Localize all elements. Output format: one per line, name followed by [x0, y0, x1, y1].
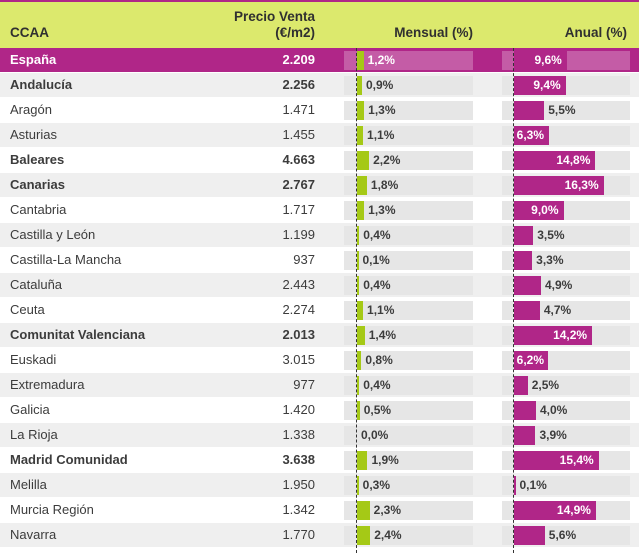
- monthly-value-label: 0,5%: [363, 403, 392, 417]
- monthly-value-label: 1,1%: [367, 303, 395, 317]
- annual-bar: [514, 276, 541, 295]
- price-value: 2.443: [282, 277, 315, 292]
- table-row: [0, 273, 639, 298]
- monthly-bar: [357, 126, 363, 145]
- table-row: [0, 348, 639, 373]
- table-row: [0, 398, 639, 423]
- monthly-bar-track: [344, 126, 473, 145]
- price-value: 977: [293, 377, 315, 392]
- monthly-bar: [357, 326, 365, 345]
- monthly-value-label: 0,4%: [363, 278, 391, 292]
- annual-bar: [514, 476, 516, 495]
- monthly-bar: [357, 226, 359, 245]
- table-row: [0, 298, 639, 323]
- region-name: Castilla-La Mancha: [10, 252, 122, 267]
- monthly-bar: [357, 151, 369, 170]
- price-value: 1.455: [282, 127, 315, 142]
- monthly-bar: [357, 526, 370, 545]
- annual-value-label: 3,9%: [539, 428, 567, 442]
- price-value: 3.015: [282, 352, 315, 367]
- monthly-bar-track: [344, 301, 473, 320]
- price-value: 937: [293, 252, 315, 267]
- annual-value-label: 9,4%: [533, 78, 561, 92]
- annual-bar: [514, 101, 544, 120]
- region-name: Castilla y León: [10, 227, 96, 242]
- table-header: [0, 0, 639, 48]
- monthly-zero-axis-line: [356, 48, 357, 553]
- monthly-value-label: 0,3%: [362, 478, 390, 492]
- table-row: [0, 423, 639, 448]
- price-value: 2.209: [282, 52, 315, 67]
- annual-value-label: 16,3%: [564, 178, 599, 192]
- annual-bar: [514, 526, 545, 545]
- header-annual: Anual (%): [564, 25, 627, 40]
- price-value: 1.717: [282, 202, 315, 217]
- price-value: 2.274: [282, 302, 315, 317]
- region-name: Murcia Región: [10, 502, 94, 517]
- monthly-bar: [357, 501, 370, 520]
- region-name: Asturias: [10, 127, 57, 142]
- region-name: Cantabria: [10, 202, 67, 217]
- table-row: [0, 123, 639, 148]
- annual-value-label: 6,3%: [516, 128, 544, 142]
- monthly-value-label: 0,8%: [365, 353, 393, 367]
- monthly-value-label: 2,4%: [374, 528, 402, 542]
- header-monthly: Mensual (%): [394, 25, 473, 40]
- monthly-value-label: 0,9%: [365, 78, 394, 92]
- region-name: Andalucía: [10, 77, 73, 92]
- monthly-bar: [357, 451, 367, 470]
- region-name: España: [10, 52, 57, 67]
- price-value: 1.342: [282, 502, 315, 517]
- region-name: Cataluña: [10, 277, 63, 292]
- annual-zero-axis-line: [513, 48, 514, 553]
- monthly-value-label: 0,4%: [363, 228, 391, 242]
- region-name: Baleares: [10, 152, 65, 167]
- annual-bar: [514, 426, 535, 445]
- price-value: 3.638: [282, 452, 315, 467]
- monthly-bar: [357, 376, 359, 395]
- monthly-bar: [357, 301, 363, 320]
- table-row: [0, 223, 639, 248]
- annual-value-label: 4,9%: [544, 278, 573, 292]
- header-price: [234, 9, 315, 41]
- monthly-value-label: 0,0%: [361, 428, 389, 442]
- monthly-value-label: 1,2%: [367, 53, 395, 67]
- monthly-value-label: 1,3%: [368, 203, 396, 217]
- table-row: [0, 523, 639, 548]
- region-name: Canarias: [10, 177, 65, 192]
- monthly-value-label: 0,1%: [362, 253, 390, 267]
- region-name: Madrid Comunidad: [10, 452, 128, 467]
- annual-value-label: 3,3%: [536, 253, 564, 267]
- table-row: [0, 173, 639, 198]
- price-value: 1.471: [282, 102, 315, 117]
- annual-value-label: 5,6%: [548, 528, 577, 542]
- header-ccaa: CCAA: [10, 25, 49, 40]
- monthly-bar: [357, 76, 362, 95]
- table-row: [0, 48, 639, 73]
- table-row: [0, 323, 639, 348]
- monthly-bar: [357, 201, 364, 220]
- price-value: 4.663: [282, 152, 315, 167]
- annual-value-label: 5,5%: [548, 103, 576, 117]
- region-name: Navarra: [10, 527, 57, 542]
- monthly-value-label: 2,2%: [373, 153, 401, 167]
- table-row: [0, 373, 639, 398]
- region-name: Comunitat Valenciana: [10, 327, 146, 342]
- monthly-bar: [357, 51, 364, 70]
- annual-bar: [514, 301, 540, 320]
- table-row: [0, 148, 639, 173]
- header-price-line1: Precio Venta: [233, 9, 315, 24]
- price-value: 1.199: [282, 227, 315, 242]
- table-row: [0, 248, 639, 273]
- annual-value-label: 0,1%: [519, 478, 547, 492]
- price-value: 1.950: [282, 477, 315, 492]
- monthly-bar-track: [344, 76, 473, 95]
- price-value: 1.770: [282, 527, 315, 542]
- annual-value-label: 15,4%: [559, 453, 594, 467]
- table-row: [0, 473, 639, 498]
- annual-value-label: 4,0%: [540, 403, 568, 417]
- annual-bar: [514, 251, 532, 270]
- annual-value-label: 4,7%: [543, 303, 572, 317]
- region-name: Extremadura: [10, 377, 85, 392]
- monthly-bar: [357, 101, 364, 120]
- annual-bar: [514, 226, 533, 245]
- annual-value-label: 14,8%: [556, 153, 591, 167]
- region-name: Aragón: [10, 102, 52, 117]
- table-row: [0, 498, 639, 523]
- price-value: 1.420: [282, 402, 315, 417]
- monthly-value-label: 1,1%: [367, 128, 395, 142]
- region-name: Ceuta: [10, 302, 45, 317]
- annual-value-label: 2,5%: [531, 378, 560, 392]
- table-row: [0, 198, 639, 223]
- monthly-value-label: 2,3%: [373, 503, 401, 517]
- monthly-value-label: 1,9%: [371, 453, 399, 467]
- monthly-bar: [357, 476, 359, 495]
- monthly-value-label: 1,4%: [368, 328, 397, 342]
- annual-value-label: 9,0%: [531, 203, 559, 217]
- price-value: 2.767: [282, 177, 315, 192]
- price-value: 2.256: [282, 77, 315, 92]
- price-value: 2.013: [282, 327, 315, 342]
- table-row: [0, 98, 639, 123]
- monthly-bar: [357, 276, 359, 295]
- annual-value-label: 9,6%: [534, 53, 562, 67]
- annual-bar: [514, 376, 528, 395]
- annual-bar: [514, 401, 536, 420]
- monthly-value-label: 1,3%: [368, 103, 396, 117]
- monthly-bar-track: [344, 351, 473, 370]
- monthly-value-label: 1,8%: [370, 178, 399, 192]
- region-name: La Rioja: [10, 427, 58, 442]
- annual-value-label: 14,9%: [556, 503, 591, 517]
- monthly-bar: [357, 401, 360, 420]
- annual-value-label: 3,5%: [537, 228, 565, 242]
- region-name: Galicia: [10, 402, 50, 417]
- region-name: Melilla: [10, 477, 47, 492]
- header-price-line2: (€/m2): [275, 25, 315, 40]
- monthly-value-label: 0,4%: [363, 378, 391, 392]
- monthly-bar: [357, 351, 361, 370]
- table-row: [0, 73, 639, 98]
- table-body: [0, 48, 639, 548]
- monthly-bar: [357, 251, 359, 270]
- region-name: Euskadi: [10, 352, 57, 367]
- annual-value-label: 6,2%: [516, 353, 544, 367]
- annual-value-label: 14,2%: [553, 328, 588, 342]
- monthly-bar: [357, 176, 367, 195]
- table-row: [0, 448, 639, 473]
- price-value: 1.338: [282, 427, 315, 442]
